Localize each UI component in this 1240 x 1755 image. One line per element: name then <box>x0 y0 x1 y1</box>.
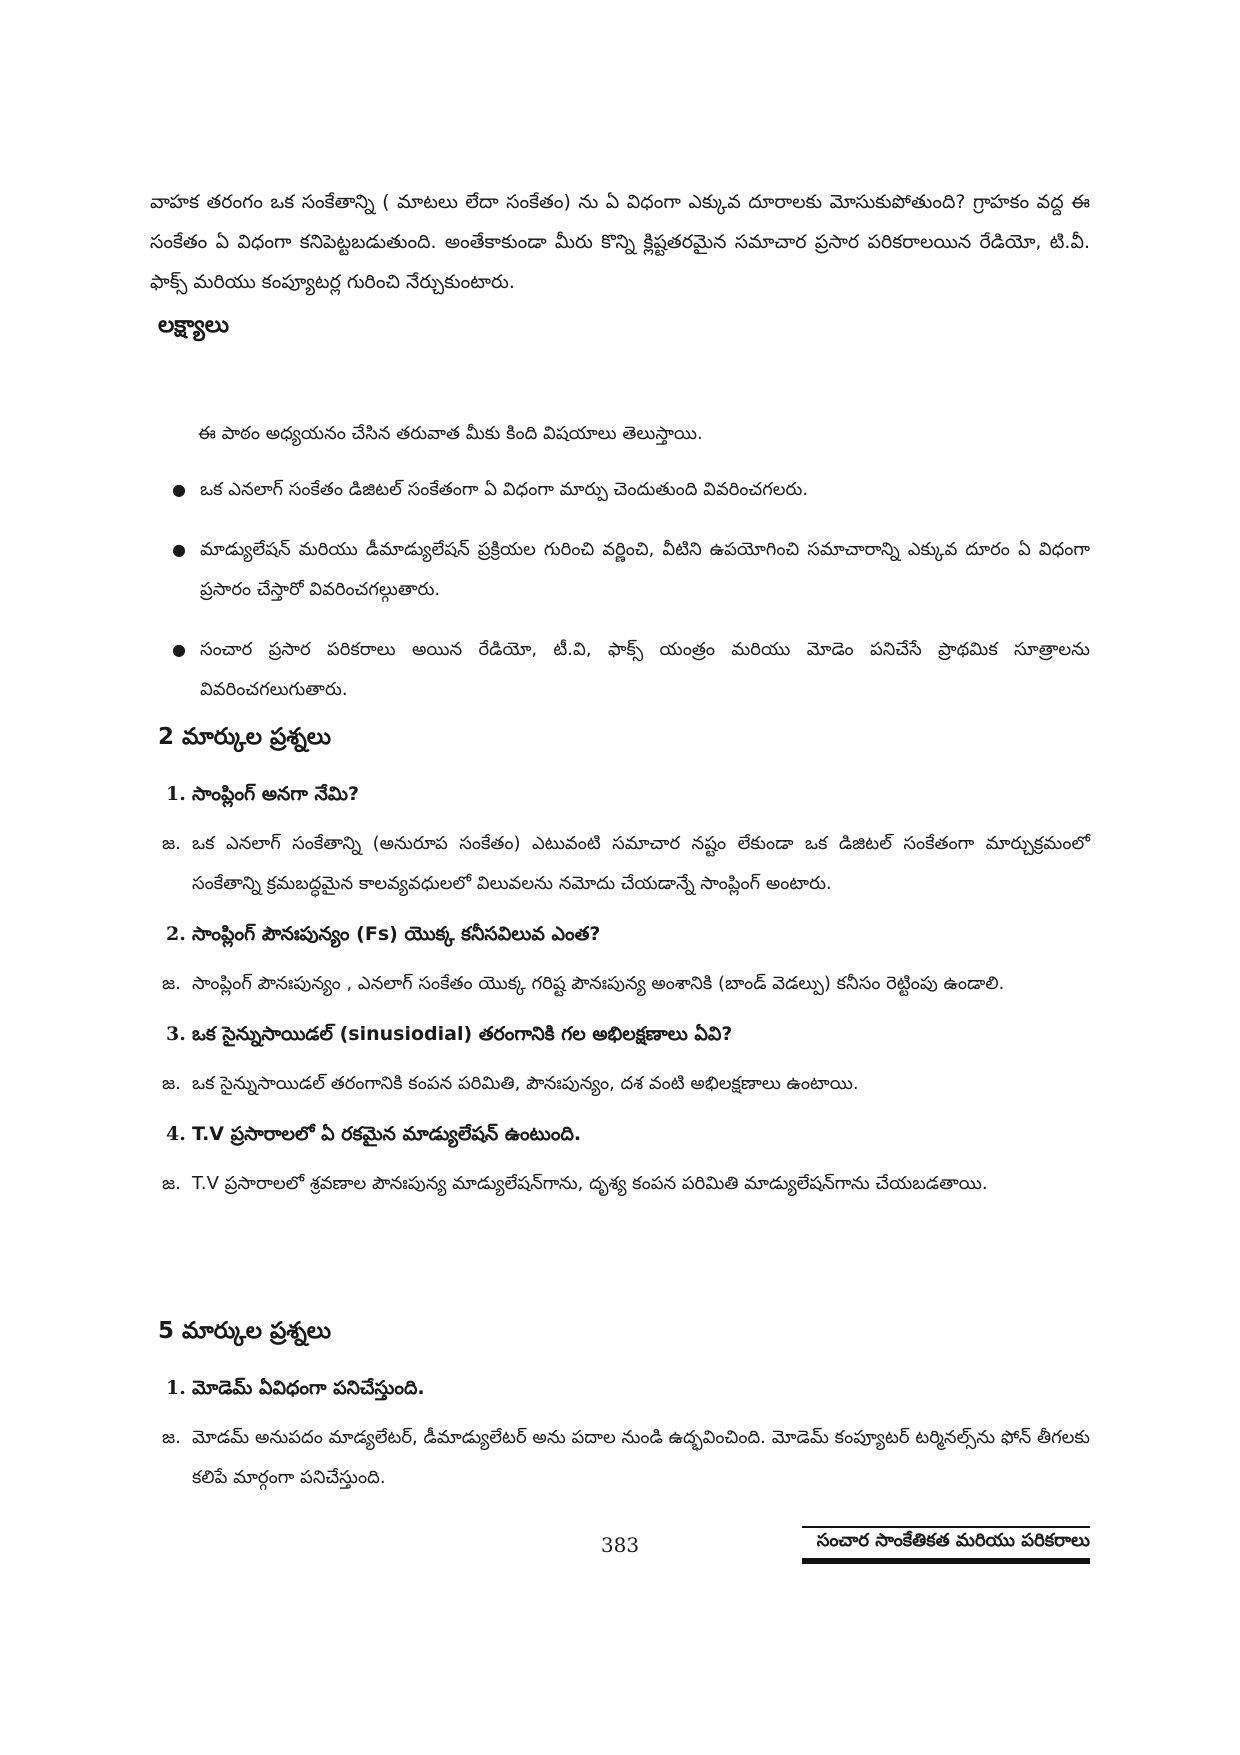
question: 1. మోడెమ్ ఏవిధంగా పనిచేస్తుంది. <box>166 1377 425 1399</box>
intro-paragraph: వాహక తరంగం ఒక సంకేతాన్ని ( మాటలు లేదా సంకేతం) ను ఏ విధంగా ఎక్కువ దూరాలకు మోసుకుపోతుంది? గ్రాహకం వద్ద ఈ సంకేతం ఏ విధంగా కనిపెట్టబడుతుంది. అంతేకాకుండా మీరు కొన్ని క్లిష్టతరమైన సమాచార ప్రసార పరికరాలయిన రేడియో, టి.వీ. ఫాక్స్ మరియు కంప్యూటర్ల గురించి నేర్చుకుంటారు. <box>150 191 1090 293</box>
five-marks-questions <box>158 1362 1090 1508</box>
question: 1. సాంప్లింగ్ అనగా నేమి? <box>166 783 359 805</box>
bullet-icon: ● <box>172 480 186 499</box>
list-item: ● ఒక ఎనలాగ్ సంకేతం డిజిటల్ సంకేతంగా ఏ విధంగా మార్పు చెందుతుంది వివరించగలరు. <box>168 470 1090 510</box>
footer-divider <box>802 1526 1090 1528</box>
objectives-list <box>168 470 1090 730</box>
bullet-icon: ● <box>172 540 186 559</box>
list-item: ● మాడ్యులేషన్ మరియు డీమాడ్యులేషన్ ప్రక్రియల గురించి వర్ణించి, వీటిని ఉపయోగించి సమాచారాన్ని ఎక్కువ దూరం ఏ విధంగా ప్రసారం చేస్తారో వివరించగల్గుతారు. <box>168 530 1090 610</box>
objectives-intro: ఈ పాఠం అధ్యయనం చేసిన తరువాత మీకు కింది విషయాలు తెలుస్తాయి. <box>198 423 703 444</box>
objectives-heading: లక్ష్యాలు <box>158 312 230 338</box>
two-marks-questions <box>158 768 1090 1214</box>
answer: జ. ఒక ఎనలాగ్ సంకేతాన్ని (అనురూప సంకేతం) ఎటువంటి సమాచార నష్టం లేకుండా ఒక డిజిటల్ సంకేతంగా మార్చుక్రమంలో సంకేతాన్ని క్రమబద్ధమైన కాలవ్యవధులలో విలువలను నమోదు చేయడాన్నే సాంప్లింగ్ అంటారు. <box>162 833 1090 894</box>
question: 2. సాంప్లింగ్ పౌనఃపున్యం (Fs) యొక్క కనీసవిలువ ఎంత? <box>166 923 601 945</box>
question: 4. T.V ప్రసారాలలో ఏ రకమైన మాడ్యులేషన్ ఉంటుంది. <box>166 1123 582 1145</box>
answer: జ. ఒక సైన్నుసాయిడల్ తరంగానికి కంపన పరిమితి, పౌనఃపున్యం, దశ వంటి అభిలక్షణాలు ఉంటాయి. <box>162 1073 859 1094</box>
bullet-icon: ● <box>172 640 186 659</box>
footer-rule <box>802 1558 1090 1564</box>
page-number: 383 <box>600 1533 640 1557</box>
list-item: ● సంచార ప్రసార పరికరాలు అయిన రేడియో, టీ.వి, ఫాక్స్ యంత్రం మరియు మోడెం పనిచేసే ప్రాథమిక సూత్రాలను వివరించగలుగుతారు. <box>168 630 1090 710</box>
answer: జ. మోడమ్ అనుపదం మాడ్యలేటర్, డీమాడ్యులేటర్ అను పదాల నుండి ఉద్భవించింది. మోడెమ్ కంప్యూటర్ టర్మినల్స్‌ను ఫోన్ తీగలకు కలిపే మార్గంగా పనిచేస్తుంది. <box>162 1427 1090 1488</box>
five-marks-heading: 5 మార్కుల ప్రశ్నలు <box>158 1318 332 1344</box>
two-marks-heading: 2 మార్కుల ప్రశ్నలు <box>158 724 332 750</box>
question: 3. ఒక సైన్నుసాయిడల్ (sinusiodial) తరంగానికి గల అభిలక్షణాలు ఏవి? <box>166 1023 733 1045</box>
answer: జ. T.V ప్రసారాలలో శ్రవణాల పౌనఃపున్య మాడ్యులేషన్‌గాను, దృశ్య కంపన పరిమితి మాడ్యులేషన్‌గాను చేయబడతాయి. <box>162 1173 988 1194</box>
answer: జ. సాంప్లింగ్ పౌనఃపున్యం , ఎనలాగ్ సంకేతం యొక్క గరిష్ట పౌనఃపున్య అంశానికి (బాండ్ వెడల్పు) కనీసం రెట్టింపు ఉండాలి. <box>162 973 1005 994</box>
footer-chapter-title: సంచార సాంకేతికత మరియు పరికరాలు <box>816 1530 1090 1551</box>
